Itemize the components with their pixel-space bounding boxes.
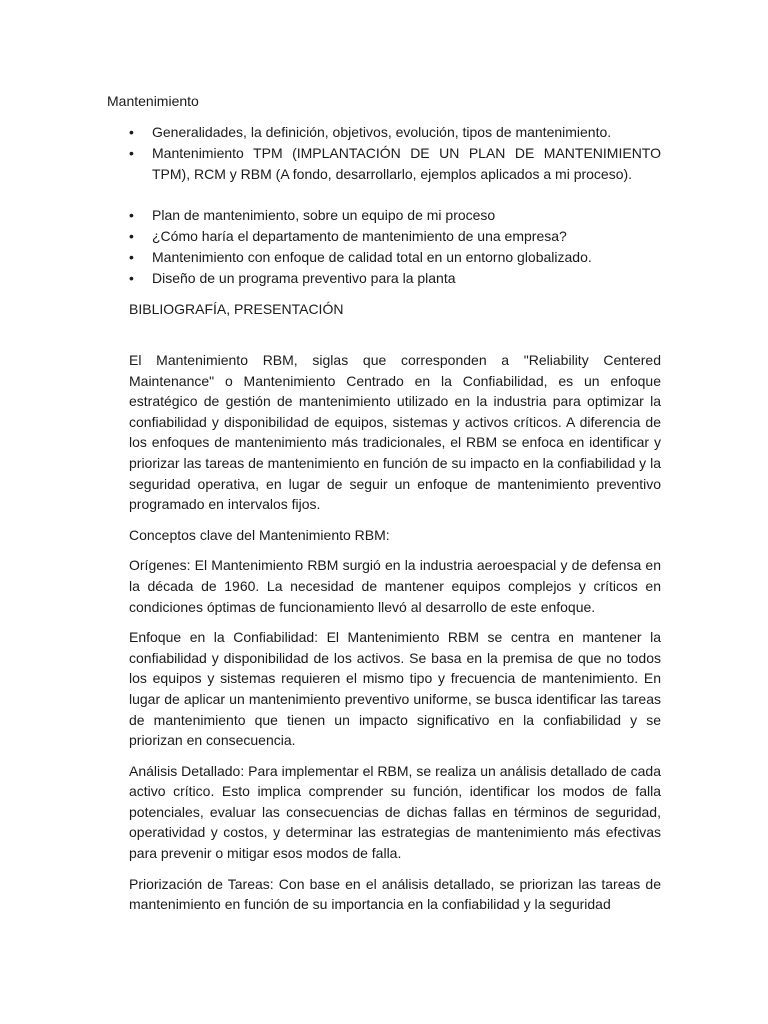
document-title: Mantenimiento xyxy=(107,93,199,109)
list-item: • Mantenimiento con enfoque de calidad total en un entorno globalizado. xyxy=(129,247,661,268)
paragraph-intro: El Mantenimiento RBM, siglas que corresponden a "Reliability Centered Maintenance" o Mantenimiento Centrado en la Confiabilidad, es un enfoque estratégico de gestión de mantenimiento utilizado en la industria para optimizar la confiabilidad y disponibilidad de equipos, sistemas y activos críticos. A diferencia de los enfoques de mantenimiento más tradicionales, el RBM se enfoca en identificar y priorizar las tareas de mantenimiento en función de su impacto en la confiabilidad y la seguridad operativa, en lugar de seguir un enfoque de mantenimiento preventivo programado en intervalos fijos. xyxy=(129,352,661,513)
list-item: • ¿Cómo haría el departamento de mantenimiento de una empresa? xyxy=(129,226,661,247)
topics-list-b xyxy=(129,205,661,289)
body-text xyxy=(129,350,661,925)
topics-list-a xyxy=(129,122,661,185)
list-item: • Mantenimiento TPM (IMPLANTACIÓN DE UN PLAN DE MANTENIMIENTO TPM), RCM y RBM (A fondo, desarrollarlo, ejemplos aplicados a mi proceso). xyxy=(129,143,661,185)
list-item: • Plan de mantenimiento, sobre un equipo de mi proceso xyxy=(129,205,661,226)
paragraph-reliability-focus: Enfoque en la Confiabilidad: El Mantenimiento RBM se centra en mantener la confiabilidad y disponibilidad de los activos. Se basa en la premisa de que no todos los equipos y sistemas requieren el mismo tipo y frecuencia de mantenimiento. En lugar de aplicar un mantenimiento preventivo uniforme, se busca identificar las tareas de mantenimiento que tienen un impacto significativo en la confiabilidad y se priorizan en consecuencia. xyxy=(129,629,661,749)
paragraph-key-concepts: Conceptos clave del Mantenimiento RBM: xyxy=(129,526,390,543)
bibliography-heading: BIBLIOGRAFÍA, PRESENTACIÓN xyxy=(129,301,344,317)
list-item: • Generalidades, la definición, objetivos, evolución, tipos de mantenimiento. xyxy=(129,122,661,143)
paragraph-task-prioritization: Priorización de Tareas: Con base en el análisis detallado, se priorizan las tareas de mantenimiento en función de su importancia en la confiabilidad y la seguridad xyxy=(129,875,661,913)
paragraph-detailed-analysis: Análisis Detallado: Para implementar el RBM, se realiza un análisis detallado de cada activo crítico. Esto implica comprender su función, identificar los modos de falla potenciales, evaluar las consecuencias de dichas fallas en términos de seguridad, operatividad y costos, y determinar las estrategias de mantenimiento más efectivas para prevenir o mitigar esos modos de falla. xyxy=(129,762,661,862)
list-item: • Diseño de un programa preventivo para la planta xyxy=(129,268,661,289)
paragraph-origins: Orígenes: El Mantenimiento RBM surgió en la industria aeroespacial y de defensa en la década de 1960. La necesidad de mantener equipos complejos y críticos en condiciones óptimas de funcionamiento llevó al desarrollo de este enfoque. xyxy=(129,557,661,615)
